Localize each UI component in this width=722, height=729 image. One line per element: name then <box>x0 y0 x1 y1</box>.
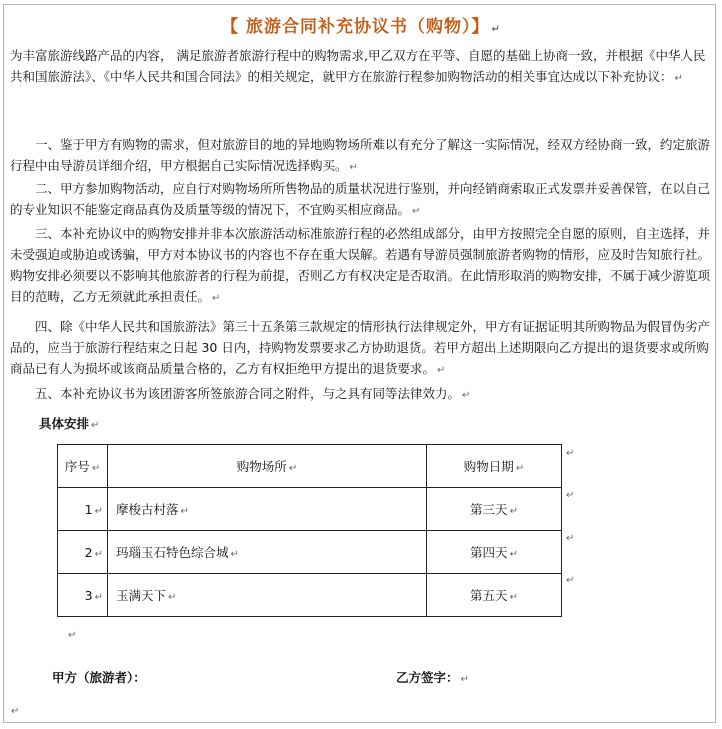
party-a-signature-label: 甲方（旅游者）： <box>52 670 146 685</box>
row-place: 玉满天下 ↵ <box>108 574 427 617</box>
table-row <box>58 488 562 531</box>
row-end-mark: ↵ <box>566 448 575 459</box>
paragraph-mark: ↵ <box>68 630 77 641</box>
table-row <box>58 531 562 574</box>
shopping-schedule-table <box>57 444 562 617</box>
row-end-mark: ↵ <box>566 575 575 586</box>
clause-2: 二、甲方参加购物活动，应自行对购物场所所售物品的质量状况进行鉴别，并向经销商索取正式发票并妥善保管，在以自己的专业知识不能鉴定商品真伪及质量等级的情况下，不宜购买相应商品。 ↵ <box>10 181 711 217</box>
clause-1: 一、鉴于甲方有购物的需求，但对旅游目的地的异地购物场所难以有充分了解这一实际情况，经双方经协商一致，约定旅游行程中由导游员详细介绍，甲方根据自己实际情况选择购买。 ↵ <box>10 137 711 173</box>
row-end-mark: ↵ <box>566 490 575 501</box>
row-date: 第三天 ↵ <box>427 488 562 531</box>
column-header-index: 序号 ↵ <box>58 445 108 488</box>
row-end-mark: ↵ <box>566 533 575 544</box>
document-title: 【 旅游合同补充协议书（购物）】 ↵ <box>221 17 501 37</box>
row-place: 玛瑙玉石特色综合城 ↵ <box>108 531 427 574</box>
row-index: 2 ↵ <box>58 531 108 574</box>
column-header-place: 购物场所 ↵ <box>108 445 427 488</box>
clause-5: 五、本补充协议书为该团游客所签旅游合同之附件，与之具有同等法律效力。 ↵ <box>35 386 471 401</box>
schedule-heading: 具体安排 ↵ <box>39 416 100 431</box>
intro-paragraph: 为丰富旅游线路产品的内容， 满足旅游者旅游行程中的购物需求,甲乙双方在平等、自愿的基础上协商一致，并根据《中华人民共和国旅游法》、《中华人民共和国合同法》的相关规定，就甲方在旅游行程参加购物活动的相关事宜达成以下补充协议： ↵ <box>10 48 706 84</box>
row-index: 1 ↵ <box>58 488 108 531</box>
row-date: 第五天 ↵ <box>427 574 562 617</box>
table-row <box>58 574 562 617</box>
clause-4: 四、除《中华人民共和国旅游法》第三十五条第三款规定的情形执行法律规定外，甲方有证据证明其所购物品为假冒伪劣产品的，应当于旅游行程结束之日起 30 日内，持购物发票要求乙方协助退货。若甲方超出上述期限向乙方提出的退货要求或所购商品已有人为损坏或该商品质量合格的，乙方有权拒绝甲方提出的退货要求。 ↵ <box>10 319 711 376</box>
row-place: 摩梭古村落 ↵ <box>108 488 427 531</box>
party-b-signature-label: 乙方签字： ↵ <box>396 670 469 685</box>
row-index: 3 ↵ <box>58 574 108 617</box>
column-header-date: 购物日期 ↵ <box>427 445 562 488</box>
paragraph-mark: ↵ <box>11 706 20 717</box>
table-header-row <box>58 445 562 488</box>
row-date: 第四天 ↵ <box>427 531 562 574</box>
clause-3: 三、本补充协议中的购物安排并非本次旅游活动标准旅游行程的必然组成部分，由甲方按照完全自愿的原则，自主选择，并未受强迫或胁迫或诱骗，甲方对本协议书的内容也不存在重大误解。若遇有导游员强制旅游者购物的情形，应及时告知旅行社。购物安排必须要以不影响其他旅游者的行程为前提，否则乙方有权决定是否取消。在此情形取消的购物安排，不属于减少游览项目的范畴，乙方无须就此承担责任。 ↵ <box>10 226 711 304</box>
